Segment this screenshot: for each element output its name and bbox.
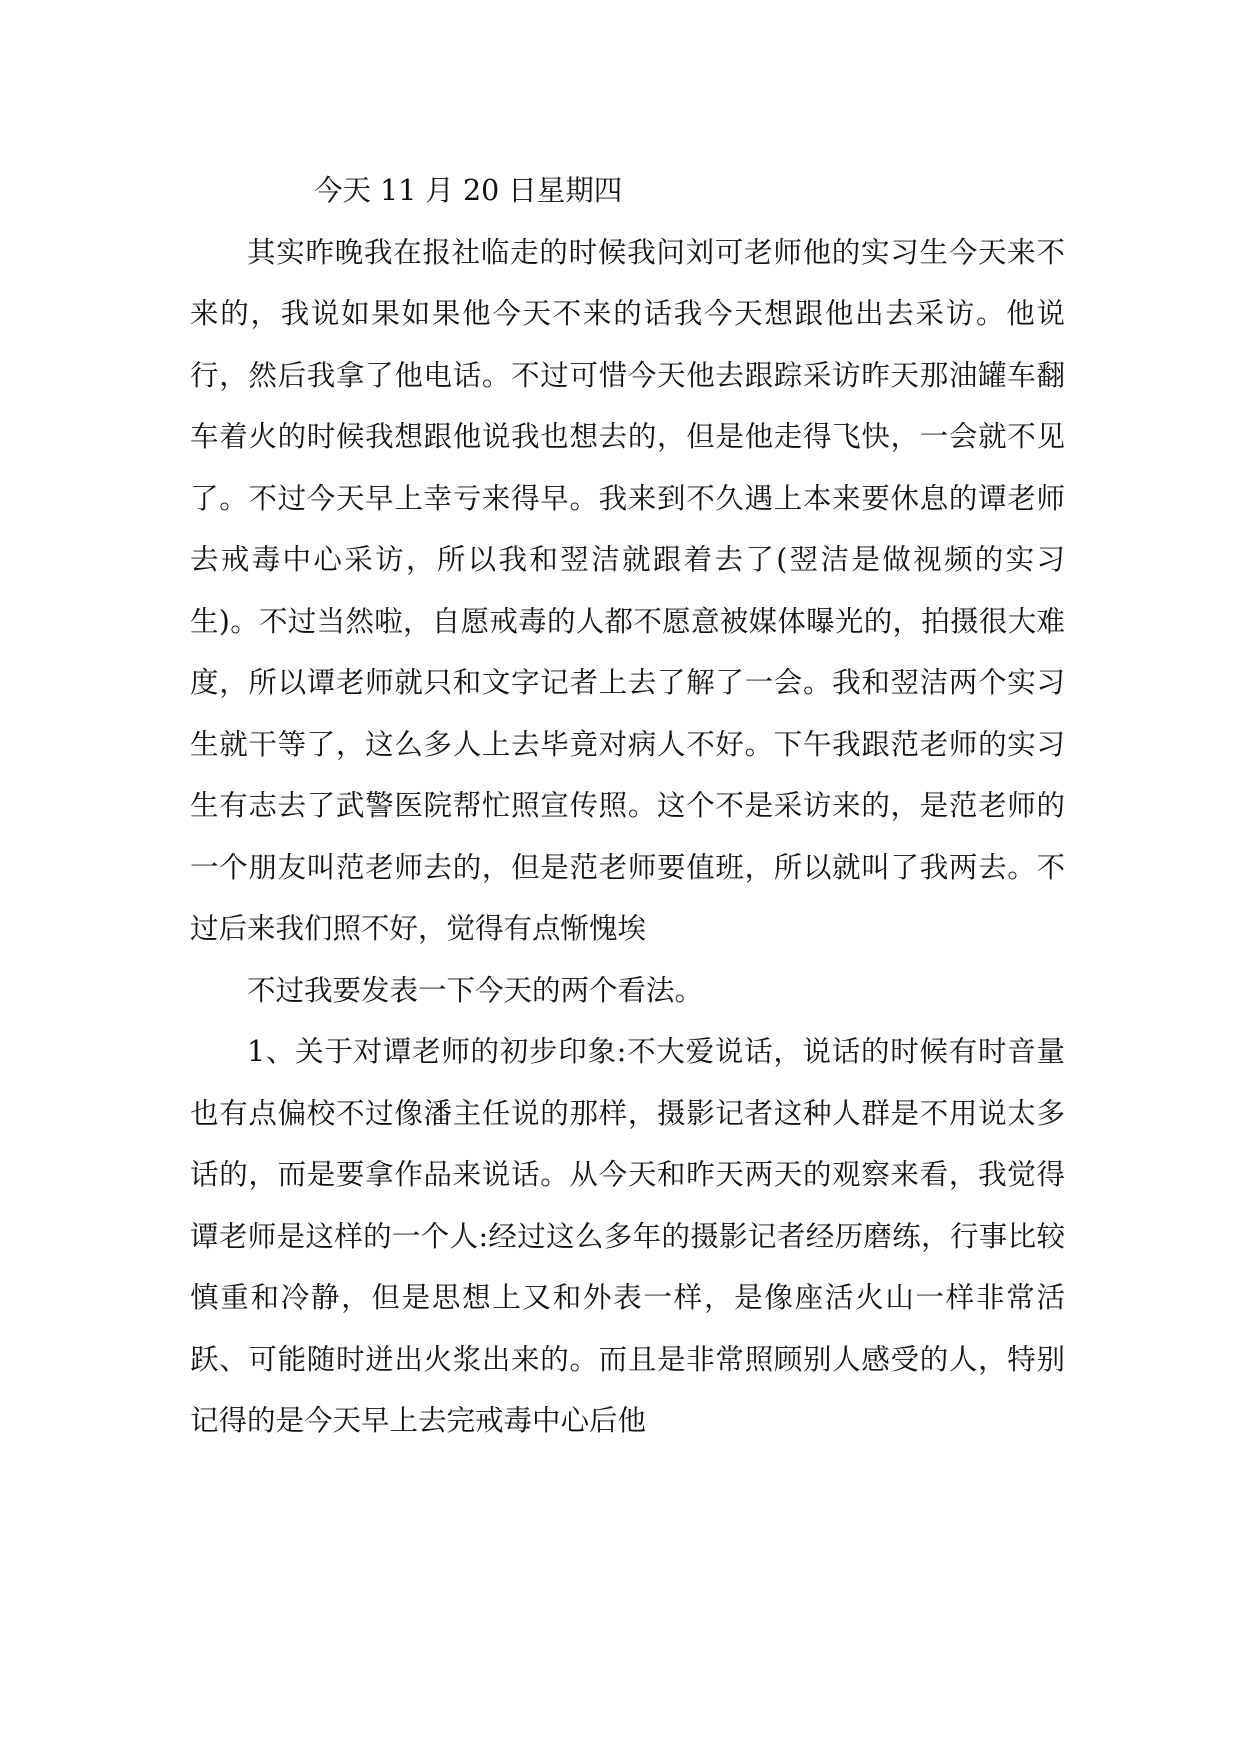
- document-body: [190, 160, 1065, 1452]
- date-heading: 今天 11 月 20 日星期四: [314, 174, 623, 207]
- paragraph-impression-of-teacher: 1、关于对谭老师的初步印象:不大爱说话，说话的时候有时音量也有点偏校不过像潘主任说的那样，摄影记者这种人群是不用说太多话的，而是要拿作品来说话。从今天和昨天两天的观察来看，我觉得谭老师是这样的一个人:经过这么多年的摄影记者经历磨练，行事比较慎重和冷静，但是思想上又和外表一样，是像座活火山一样非常活跃、可能随时迸出火浆出来的。而且是非常照顾别人感受的人，特别记得的是今天早上去完戒毒中心后他: [190, 1035, 1065, 1437]
- paragraph-morning-interview: 其实昨晚我在报社临走的时候我问刘可老师他的实习生今天来不来的，我说如果如果他今天不来的话我今天想跟他出去采访。他说行，然后我拿了他电话。不过可惜今天他去跟踪采访昨天那油罐车翻车着火的时候我想跟他说我也想去的，但是他走得飞快，一会就不见了。不过今天早上幸亏来得早。我来到不久遇上本来要休息的谭老师去戒毒中心采访，所以我和翌洁就跟着去了(翌洁是做视频的实习生)。不过当然啦，自愿戒毒的人都不愿意被媒体曝光的，拍摄很大难度，所以谭老师就只和文字记者上去了解了一会。我和翌洁两个实习生就干等了，这么多人上去毕竟对病人不好。下午我跟范老师的实习生有志去了武警医院帮忙照宣传照。这个不是采访来的，是范老师的一个朋友叫范老师去的，但是范老师要值班，所以就叫了我两去。不过后来我们照不好，觉得有点惭愧埃: [190, 235, 1065, 945]
- paragraph-opinions-intro: 不过我要发表一下今天的两个看法。: [247, 973, 704, 1007]
